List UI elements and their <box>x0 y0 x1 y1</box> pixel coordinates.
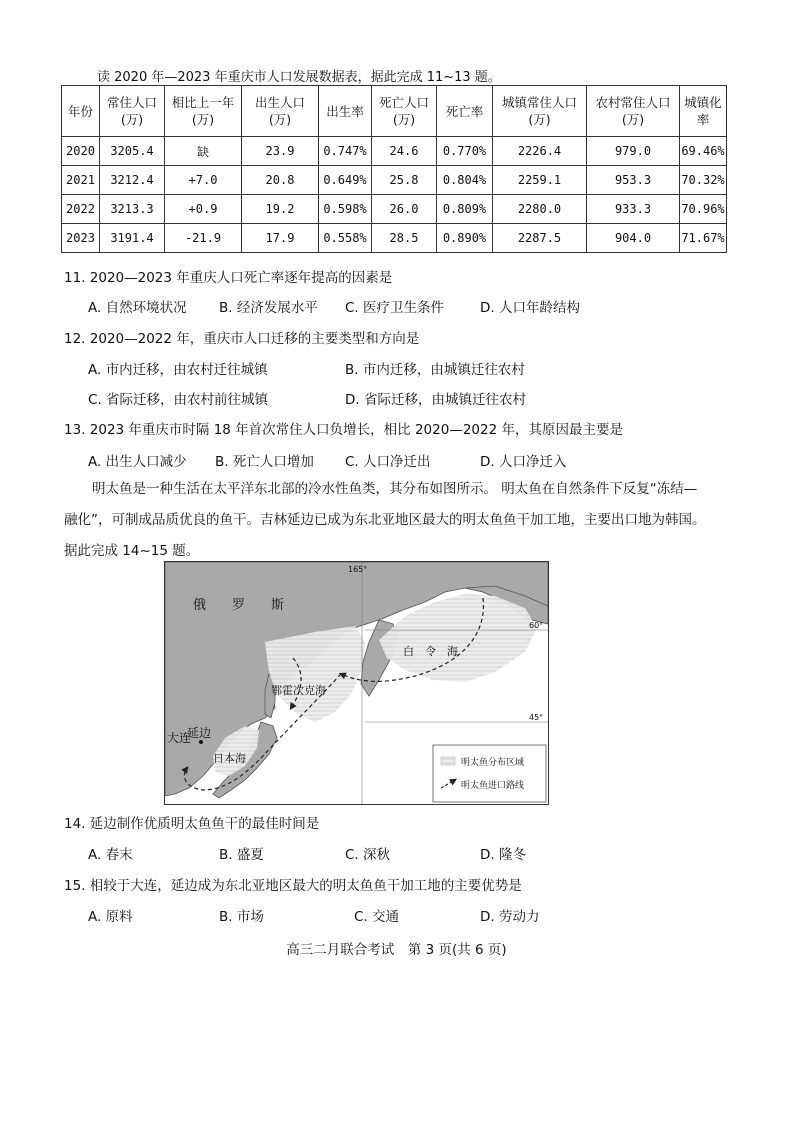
table-row <box>62 166 727 195</box>
paragraph-line: 明太鱼是一种生活在太平洋东北部的冷水性鱼类，其分布如图所示。 明太鱼在自然条件下反复“冻结— <box>92 481 698 497</box>
cell: 0.598% <box>319 195 372 224</box>
cell: 26.0 <box>372 195 437 224</box>
option-a[interactable]: A. 春末 <box>88 847 133 863</box>
cell: +7.0 <box>165 166 242 195</box>
option-c[interactable]: C. 交通 <box>354 909 400 925</box>
table-header-row <box>62 86 727 137</box>
col-year: 年份 <box>62 86 100 137</box>
col-births: 出生人口 (万) <box>242 86 319 137</box>
cell: 3212.4 <box>100 166 165 195</box>
label-okhotsk-sea: 鄂霍次克海 <box>271 684 326 697</box>
option-c[interactable]: C. 深秋 <box>345 847 391 863</box>
table-row <box>62 224 727 253</box>
question-15: 15. 相较于大连，延边成为东北亚地区最大的明太鱼鱼干加工地的主要优势是 <box>64 878 522 894</box>
legend-route: 明太鱼进口路线 <box>461 781 525 791</box>
cell: 70.96% <box>680 195 727 224</box>
col-urbanization: 城镇化 率 <box>680 86 727 137</box>
paragraph-line: 融化”，可制成品质优良的鱼干。吉林延边已成为东北亚地区最大的明太鱼鱼干加工地，主要出口地为韩国。 <box>64 512 706 528</box>
question-13: 13. 2023 年重庆市时隔 18 年首次常住人口负增长，相比 2020—2022 年，其原因最主要是 <box>64 422 623 438</box>
cell: 2287.5 <box>493 224 587 253</box>
cell: 0.558% <box>319 224 372 253</box>
cell: 70.32% <box>680 166 727 195</box>
option-a[interactable]: A. 市内迁移，由农村迁往城镇 <box>88 362 268 378</box>
option-a[interactable]: A. 自然环境状况 <box>88 300 187 316</box>
option-d[interactable]: D. 人口年龄结构 <box>480 300 580 316</box>
cell: 2022 <box>62 195 100 224</box>
cell: 23.9 <box>242 137 319 166</box>
question-11: 11. 2020—2023 年重庆人口死亡率逐年提高的因素是 <box>64 270 393 286</box>
map-legend <box>433 745 546 802</box>
page-footer: 高三二月联合考试 第 3 页(共 6 页) <box>286 942 507 958</box>
table-intro: 读 2020 年—2023 年重庆市人口发展数据表，据此完成 11~13 题。 <box>97 70 501 85</box>
cell: 69.46% <box>680 137 727 166</box>
cell: 20.8 <box>242 166 319 195</box>
col-rural: 农村常住人口 (万) <box>587 86 680 137</box>
option-c[interactable]: C. 省际迁移，由农村前往城镇 <box>88 392 269 408</box>
label-lon-165: 165° <box>348 565 368 574</box>
cell: 2023 <box>62 224 100 253</box>
label-dalian: 大连 <box>167 731 192 745</box>
label-russia: 俄 罗 斯 <box>193 598 285 613</box>
question-14: 14. 延边制作优质明太鱼鱼干的最佳时间是 <box>64 816 320 832</box>
option-b[interactable]: B. 市内迁移，由城镇迁往农村 <box>345 362 525 378</box>
cell: 71.67% <box>680 224 727 253</box>
cell: 0.804% <box>437 166 493 195</box>
cell: 2259.1 <box>493 166 587 195</box>
label-yanbian: 延边 <box>187 726 212 740</box>
paragraph-line: 据此完成 14~15 题。 <box>64 543 200 559</box>
label-bering-sea: 白 令 海 <box>403 645 458 658</box>
population-table <box>61 85 727 253</box>
table-row <box>62 195 727 224</box>
cell: 979.0 <box>587 137 680 166</box>
cell: 0.809% <box>437 195 493 224</box>
cell: 953.3 <box>587 166 680 195</box>
option-a[interactable]: A. 出生人口减少 <box>88 454 187 470</box>
distribution-okhotsk <box>265 626 365 722</box>
cell: 0.649% <box>319 166 372 195</box>
legend-distribution: 明太鱼分布区域 <box>461 758 525 768</box>
cell: 0.770% <box>437 137 493 166</box>
context-paragraph <box>64 474 734 567</box>
cell: 3191.4 <box>100 224 165 253</box>
option-b[interactable]: B. 经济发展水平 <box>219 300 318 316</box>
option-c[interactable]: C. 人口净迁出 <box>345 454 431 470</box>
cell: 933.3 <box>587 195 680 224</box>
label-lat-60: 60° <box>529 621 544 630</box>
cell: 2021 <box>62 166 100 195</box>
cell: 0.890% <box>437 224 493 253</box>
cell: -21.9 <box>165 224 242 253</box>
option-d[interactable]: D. 人口净迁入 <box>480 454 567 470</box>
pollock-distribution-map <box>164 561 549 805</box>
table-row <box>62 137 727 166</box>
question-12: 12. 2020—2022 年，重庆市人口迁移的主要类型和方向是 <box>64 331 420 347</box>
cell: 24.6 <box>372 137 437 166</box>
col-urban: 城镇常住人口 (万) <box>493 86 587 137</box>
cell: 2280.0 <box>493 195 587 224</box>
col-death-rate: 死亡率 <box>437 86 493 137</box>
option-d[interactable]: D. 隆冬 <box>480 847 526 863</box>
option-c[interactable]: C. 医疗卫生条件 <box>345 300 445 316</box>
cell: 0.747% <box>319 137 372 166</box>
option-d[interactable]: D. 省际迁移，由城镇迁往农村 <box>345 392 526 408</box>
cell: 缺 <box>165 137 242 166</box>
cell: 2020 <box>62 137 100 166</box>
col-population: 常住人口 (万) <box>100 86 165 137</box>
option-b[interactable]: B. 死亡人口增加 <box>215 454 314 470</box>
cell: 19.2 <box>242 195 319 224</box>
label-lat-45: 45° <box>529 713 544 722</box>
col-birth-rate: 出生率 <box>319 86 372 137</box>
option-d[interactable]: D. 劳动力 <box>480 909 540 925</box>
option-b[interactable]: B. 市场 <box>219 909 264 925</box>
point-yanbian <box>199 740 203 744</box>
option-a[interactable]: A. 原料 <box>88 909 133 925</box>
col-deaths: 死亡人口 (万) <box>372 86 437 137</box>
cell: 3213.3 <box>100 195 165 224</box>
cell: +0.9 <box>165 195 242 224</box>
option-b[interactable]: B. 盛夏 <box>219 847 264 863</box>
label-japan-sea: 日本海 <box>213 752 246 765</box>
cell: 904.0 <box>587 224 680 253</box>
cell: 25.8 <box>372 166 437 195</box>
cell: 3205.4 <box>100 137 165 166</box>
cell: 28.5 <box>372 224 437 253</box>
map-svg <box>165 562 548 804</box>
col-change: 相比上一年 (万) <box>165 86 242 137</box>
cell: 17.9 <box>242 224 319 253</box>
cell: 2226.4 <box>493 137 587 166</box>
